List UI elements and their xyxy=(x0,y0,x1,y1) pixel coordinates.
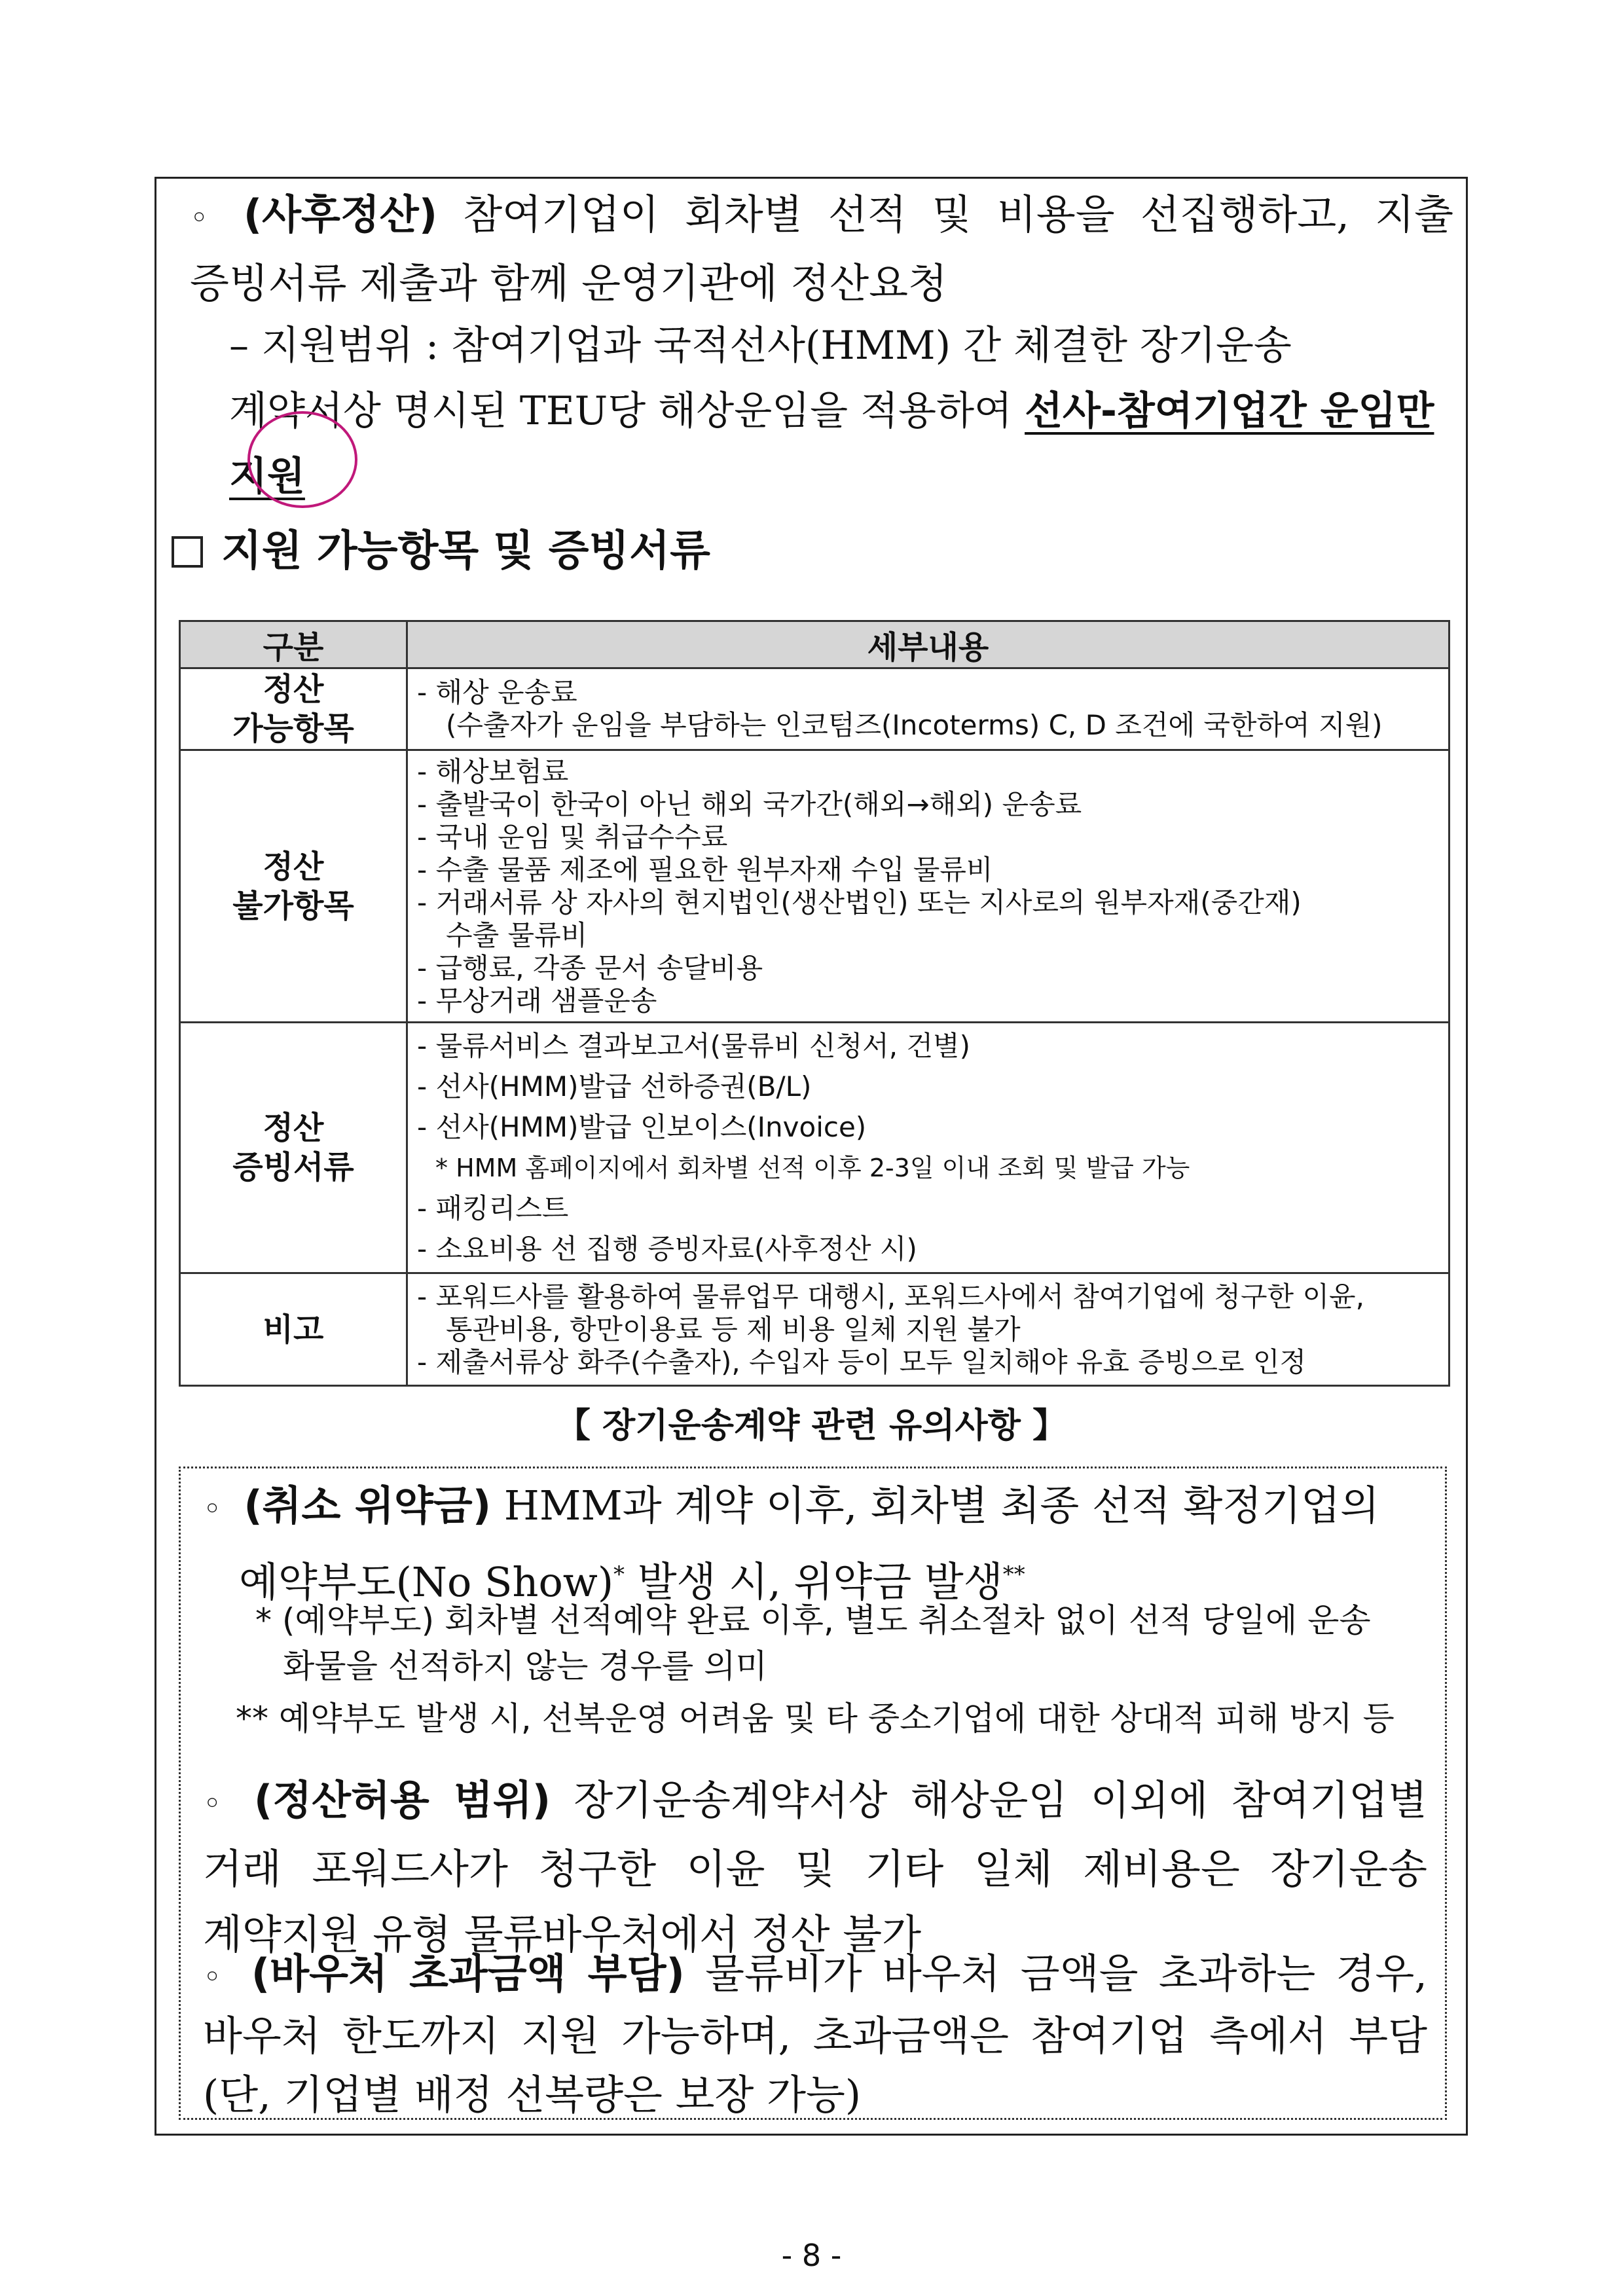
voucher-excess-title: (바우처 초과금액 부담) xyxy=(251,1950,685,1997)
category-line: 정산 xyxy=(263,1110,324,1146)
category-line: 정산 xyxy=(263,671,324,708)
penalty-text: 발생 시, 위약금 발생 xyxy=(625,1558,1003,1606)
detail-line: (수출자가 운임을 부담하는 인코텀즈(Incoterms) C, D 조건에 국한하여 지원) xyxy=(446,709,1383,741)
penalty-footnote: ** 예약부도 발생 시, 선복운영 어려움 및 타 중소기업에 대한 상대적 피해 방지 등 xyxy=(236,1700,1395,1738)
category-line: 비고 xyxy=(263,1311,324,1348)
bullet-icon: ◦ xyxy=(203,1491,222,1527)
category-line: 가능항목 xyxy=(232,710,354,747)
detail-line: - 국내 운임 및 취급수수료 xyxy=(417,820,728,853)
settlement-scope-paragraph xyxy=(203,1768,1427,1967)
table-row xyxy=(180,750,1450,1023)
cancel-penalty-text: HMM과 계약 이후, 회차별 최종 선적 확정기업의 xyxy=(503,1482,1379,1529)
cancel-penalty-paragraph xyxy=(203,1473,1440,1615)
detail-line: - 물류서비스 결과보고서(물류비 신청서, 건별) xyxy=(417,1030,970,1062)
page-number: - 8 - xyxy=(781,2238,842,2273)
post-settlement-paragraph xyxy=(190,182,1453,316)
detail-line: - 해상보험료 xyxy=(417,755,569,788)
bullet-icon: ◦ xyxy=(203,1785,232,1822)
detail-line: 수출 물류비 xyxy=(446,919,588,951)
section-heading xyxy=(172,517,710,577)
detail-line: - 패킹리스트 xyxy=(417,1192,569,1224)
support-items-table xyxy=(179,620,1450,1387)
table-header-category: 구분 xyxy=(180,621,407,668)
category-line: 증빙서류 xyxy=(232,1149,354,1186)
post-settlement-title: (사후정산) xyxy=(243,191,438,238)
bullet-icon: ◦ xyxy=(190,200,221,236)
category-line: 불가항목 xyxy=(232,887,354,924)
settlement-scope-title: (정산허용 범위) xyxy=(253,1776,551,1824)
table-row xyxy=(180,1273,1450,1386)
settlement-scope-text: 장기운송계약서상 해상운임 이외에 참여기업별 거래 포워드사가 청구한 이윤 및 기타 일체 제비용은 장기운송 계약지원 유형 물류바우처에서 정산 불가 xyxy=(203,1776,1428,1958)
table-row xyxy=(180,668,1450,750)
checkbox-icon xyxy=(172,536,203,568)
detail-cell xyxy=(407,750,1450,1023)
support-scope-emphasis: 선사-참여기업간 운임만 지원 xyxy=(229,388,1434,500)
detail-line: - 거래서류 상 자사의 현지법인(생산법인) 또는 지사로의 원부자재(중간재) xyxy=(417,886,1302,919)
category-line: 정산 xyxy=(263,848,324,885)
detail-line: - 선사(HMM)발급 선하증권(B/L) xyxy=(417,1070,812,1102)
category-cell xyxy=(180,1273,407,1386)
category-cell xyxy=(180,668,407,750)
section-heading-text: 지원 가능항목 및 증빙서류 xyxy=(221,527,710,575)
detail-line: - 출발국이 한국이 아닌 해외 국가간(해외→해외) 운송료 xyxy=(417,788,1082,820)
voucher-excess-text: 물류비가 바우처 금액을 초과하는 경우, 바우처 한도까지 지원 가능하며, 초과금액은 참여기업 측에서 부담(단, 기업별 배정 선복량은 보장 가능) xyxy=(203,1950,1428,2119)
detail-line: - 제출서류상 화주(수출자), 수입자 등이 모두 일치해야 유효 증빙으로 인정 xyxy=(417,1345,1307,1378)
bullet-icon: ◦ xyxy=(203,1959,229,1995)
detail-line: - 해상 운송료 xyxy=(417,676,577,708)
post-settlement-text: 참여기업이 회차별 선적 및 비용을 선집행하고, 지출 증빙서류 제출과 함께 운영기관에 정산요청 xyxy=(190,191,1453,307)
detail-line: - 선사(HMM)발급 인보이스(Invoice) xyxy=(417,1111,867,1143)
detail-line: - 포워드사를 활용하여 물류업무 대행시, 포워드사에서 참여기업에 청구한 이윤, xyxy=(417,1280,1364,1313)
caution-title: 【 장기운송계약 관련 유의사항 】 xyxy=(556,1406,1067,1446)
detail-line: - 소요비용 선 집행 증빙자료(사후정산 시) xyxy=(417,1233,917,1265)
category-cell xyxy=(180,750,407,1023)
cancel-penalty-title: (취소 위약금) xyxy=(244,1482,492,1529)
detail-line: - 수출 물품 제조에 필요한 원부자재 수입 물류비 xyxy=(417,853,993,886)
footnote-marker: ** xyxy=(1002,1561,1025,1588)
detail-line: 통관비용, 항만이용료 등 제 비용 일체 지원 불가 xyxy=(446,1313,1021,1345)
detail-line: - 급행료, 각종 문서 송달비용 xyxy=(417,951,763,984)
detail-note: * HMM 홈페이지에서 회차별 선적 이후 2-3일 이내 조회 및 발급 가능 xyxy=(435,1154,1190,1182)
footnote-marker: * xyxy=(613,1561,625,1588)
detail-line: - 무상거래 샘플운송 xyxy=(417,984,657,1017)
table-row xyxy=(180,1023,1450,1273)
detail-cell xyxy=(407,1023,1450,1273)
table-header-detail: 세부내용 xyxy=(407,621,1450,668)
no-show-text: 예약부도(No Show) xyxy=(239,1558,614,1606)
support-scope-text: 지원범위 : 참여기업과 국적선사(HMM) 간 체결한 장기운송 계약서상 명시된 TEU당 해상운임을 적용하여 xyxy=(229,323,1292,434)
category-cell xyxy=(180,1023,407,1273)
dash-marker: – xyxy=(229,323,249,369)
voucher-excess-paragraph xyxy=(203,1944,1427,2124)
support-scope-paragraph xyxy=(229,313,1453,509)
detail-cell xyxy=(407,1273,1450,1386)
detail-cell xyxy=(407,668,1450,750)
no-show-footnote: * (예약부도) 회차별 선적예약 완료 이후, 별도 취소절차 없이 선적 당일에 운송 화물을 선적하지 않는 경우를 의미 xyxy=(255,1601,1371,1685)
